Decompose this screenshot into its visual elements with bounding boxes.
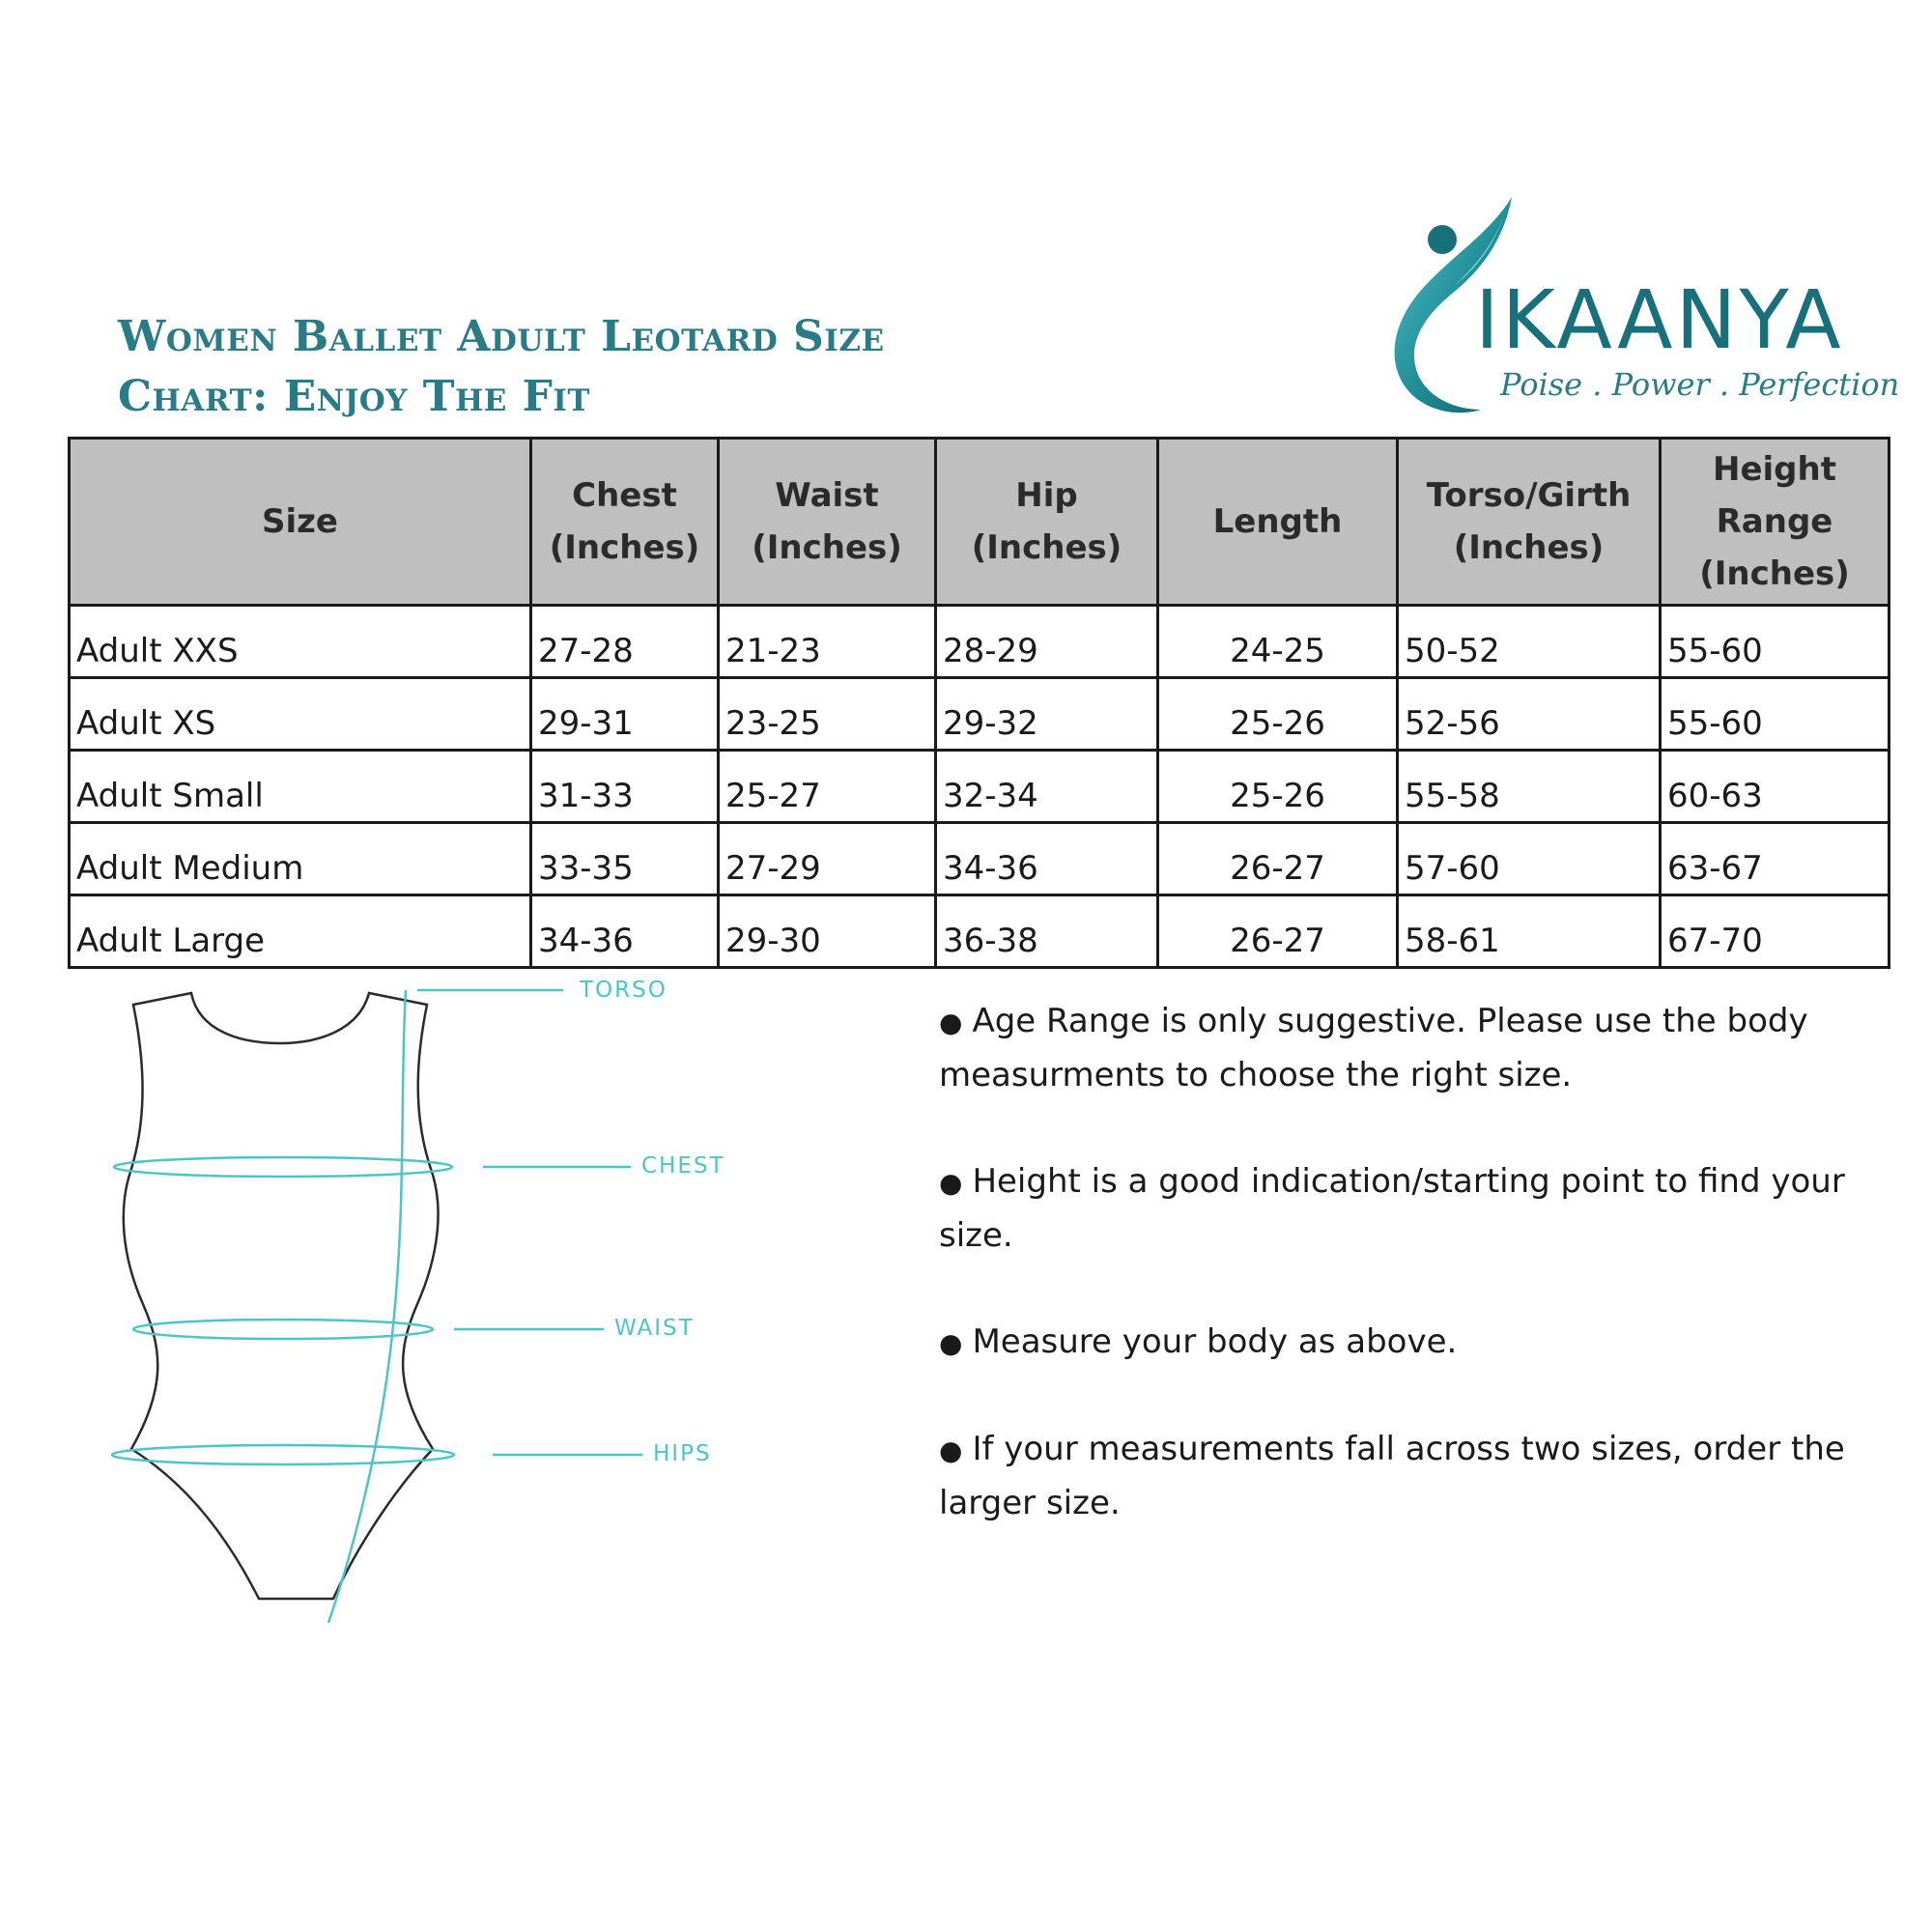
chest-label: CHEST: [641, 1153, 725, 1179]
note-text: Age Range is only suggestive. Please use the body measurments to choose the right size.: [939, 1002, 1808, 1094]
note-text: Height is a good indication/starting point to find your size.: [939, 1162, 1845, 1255]
cell-height-range: 63-67: [1661, 823, 1889, 895]
header-height-range: Height Range (Inches): [1661, 439, 1889, 606]
cell-torso-girth: 58-61: [1398, 895, 1661, 968]
fit-notes-list: [939, 995, 1866, 1583]
table-row: [70, 751, 1889, 823]
cell-chest: 29-31: [531, 678, 719, 751]
table-row: [70, 895, 1889, 968]
cell-waist: 23-25: [719, 678, 936, 751]
cell-waist: 21-23: [719, 606, 936, 678]
header-size: Size: [70, 439, 531, 606]
cell-size: Adult XS: [70, 678, 531, 751]
bullet-icon: ●: [939, 1007, 963, 1038]
cell-height-range: 55-60: [1661, 606, 1889, 678]
list-item: [939, 1316, 1866, 1370]
cell-height-range: 67-70: [1661, 895, 1889, 968]
table-row: [70, 606, 1889, 678]
list-item: [939, 1155, 1866, 1263]
cell-size: Adult Large: [70, 895, 531, 968]
cell-waist: 27-29: [719, 823, 936, 895]
cell-length: 24-25: [1158, 606, 1398, 678]
header-chest: Chest (Inches): [531, 439, 719, 606]
page-title: [118, 307, 987, 427]
cell-hip: 32-34: [936, 751, 1158, 823]
page-title-line-1: Women Ballet Adult Leotard Size: [118, 312, 885, 361]
table-header-row: [70, 439, 1889, 606]
leotard-outline-icon: [77, 966, 773, 1642]
cell-height-range: 60-63: [1661, 751, 1889, 823]
header-torso-girth: Torso/Girth (Inches): [1398, 439, 1661, 606]
leotard-measurement-diagram: [77, 966, 773, 1642]
cell-hip: 34-36: [936, 823, 1158, 895]
cell-size: Adult Medium: [70, 823, 531, 895]
note-text: Measure your body as above.: [972, 1322, 1458, 1361]
hips-label: HIPS: [653, 1441, 712, 1466]
bullet-icon: ●: [939, 1167, 963, 1199]
note-text: If your measurements fall across two sizes, order the larger size.: [939, 1430, 1845, 1522]
brand-tagline: Poise . Power . Perfection: [1500, 366, 1900, 403]
cell-torso-girth: 52-56: [1398, 678, 1661, 751]
waist-label: WAIST: [614, 1316, 695, 1341]
cell-waist: 25-27: [719, 751, 936, 823]
bullet-icon: ●: [939, 1327, 963, 1359]
page-title-line-2: Chart: Enjoy The Fit: [118, 372, 590, 421]
cell-torso-girth: 50-52: [1398, 606, 1661, 678]
brand-wordmark: IKAANYA: [1475, 272, 1844, 367]
cell-chest: 34-36: [531, 895, 719, 968]
cell-size: Adult Small: [70, 751, 531, 823]
cell-size: Adult XXS: [70, 606, 531, 678]
cell-chest: 27-28: [531, 606, 719, 678]
cell-length: 26-27: [1158, 895, 1398, 968]
cell-hip: 29-32: [936, 678, 1158, 751]
cell-hip: 36-38: [936, 895, 1158, 968]
header-waist: Waist (Inches): [719, 439, 936, 606]
header-length: Length: [1158, 439, 1398, 606]
cell-chest: 33-35: [531, 823, 719, 895]
cell-torso-girth: 57-60: [1398, 823, 1661, 895]
cell-length: 25-26: [1158, 751, 1398, 823]
table-row: [70, 823, 1889, 895]
cell-chest: 31-33: [531, 751, 719, 823]
cell-length: 25-26: [1158, 678, 1398, 751]
size-chart-table: [68, 437, 1890, 969]
list-item: [939, 995, 1866, 1102]
list-item: [939, 1423, 1866, 1530]
torso-label: TORSO: [580, 978, 668, 1003]
cell-height-range: 55-60: [1661, 678, 1889, 751]
bullet-icon: ●: [939, 1435, 963, 1466]
cell-hip: 28-29: [936, 606, 1158, 678]
header-hip: Hip (Inches): [936, 439, 1158, 606]
table-row: [70, 678, 1889, 751]
cell-length: 26-27: [1158, 823, 1398, 895]
cell-torso-girth: 55-58: [1398, 751, 1661, 823]
brand-logo: [1377, 193, 1900, 425]
cell-waist: 29-30: [719, 895, 936, 968]
